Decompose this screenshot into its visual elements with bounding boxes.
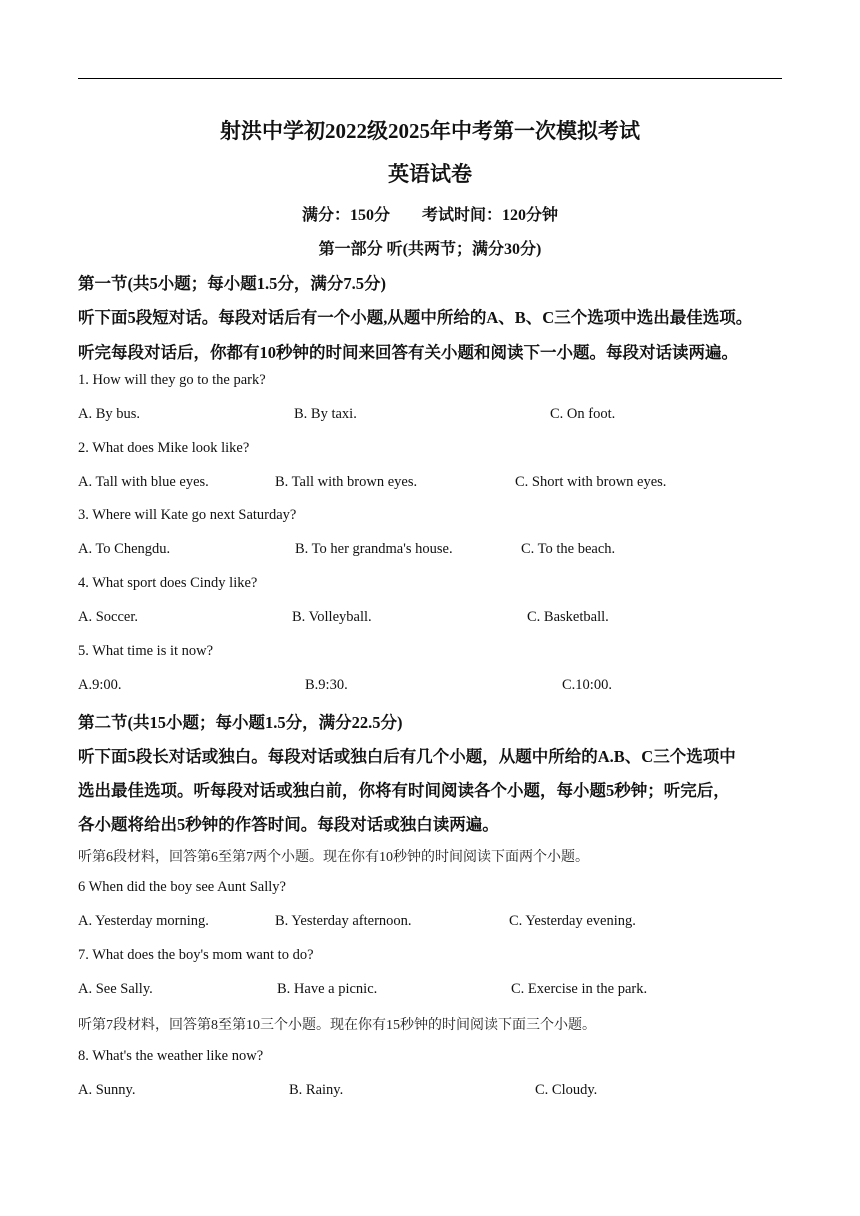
exam-title: 射洪中学初2022级2025年中考第一次模拟考试 — [220, 119, 640, 143]
question-text: 7. What does the boy's mom want to do? — [78, 947, 314, 963]
question-text: 2. What does Mike look like? — [78, 440, 250, 456]
option-b: B. Have a picnic. — [277, 981, 378, 997]
option-a: A. To Chengdu. — [78, 541, 171, 557]
option-a: A. Sunny. — [78, 1082, 136, 1098]
option-c: C. Basketball. — [527, 609, 609, 625]
question-text: 5. What time is it now? — [78, 643, 214, 659]
question-text: 1. How will they go to the park? — [78, 372, 266, 388]
option-c: C. Short with brown eyes. — [515, 474, 667, 490]
option-a: A. See Sally. — [78, 981, 153, 997]
option-b: B. Rainy. — [289, 1082, 344, 1098]
top-rule — [78, 78, 782, 79]
question-text: 3. Where will Kate go next Saturday? — [78, 507, 297, 523]
section-two-instructions: 选出最佳选项。听每段对话或独白前，你将有时间阅读各个小题，每小题5秒钟；听完后， — [78, 781, 730, 800]
option-c: C. Cloudy. — [535, 1082, 598, 1098]
option-a: A.9:00. — [78, 677, 122, 693]
option-c: C. Exercise in the park. — [511, 981, 648, 997]
option-b: B.9:30. — [305, 677, 348, 693]
score-time: 满分：150分 考试时间：120分钟 — [301, 207, 558, 224]
option-c: C. On foot. — [550, 406, 616, 422]
option-a: A. By bus. — [78, 406, 141, 422]
part-one-heading: 第一部分 听(共两节；满分30分) — [318, 241, 542, 258]
section-two-instructions: 各小题将给出5秒钟的作答时间。每段对话或独白读两遍。 — [78, 815, 499, 834]
material-note: 听第6段材料，回答第6至第7两个小题。现在你有10秒钟的时间阅读下面两个小题。 — [78, 850, 589, 865]
option-c: C.10:00. — [562, 677, 612, 693]
option-c: C. To the beach. — [521, 541, 616, 557]
section-one-instructions: 听完每段对话后，你都有10秒钟的时间来回答有关小题和阅读下一小题。每段对话读两遍。 — [78, 343, 738, 362]
section-one-instructions: 听下面5段短对话。每段对话后有一个小题,从题中所给的A、B、C三个选项中选出最佳选项。 — [78, 308, 753, 327]
option-b: B. Volleyball. — [292, 609, 372, 625]
option-b: B. Tall with brown eyes. — [275, 474, 418, 490]
section-two-heading: 第二节(共15小题；每小题1.5分，满分22.5分) — [78, 713, 403, 732]
question-text: 6 When did the boy see Aunt Sally? — [78, 879, 286, 895]
option-a: A. Soccer. — [78, 609, 138, 625]
option-a: A. Tall with blue eyes. — [78, 474, 209, 490]
option-b: B. To her grandma's house. — [295, 541, 453, 557]
question-text: 8. What's the weather like now? — [78, 1048, 264, 1064]
option-b: B. By taxi. — [294, 406, 357, 422]
option-b: B. Yesterday afternoon. — [275, 913, 412, 929]
option-c: C. Yesterday evening. — [509, 913, 636, 929]
option-a: A. Yesterday morning. — [78, 913, 209, 929]
exam-subtitle: 英语试卷 — [388, 162, 472, 186]
question-text: 4. What sport does Cindy like? — [78, 575, 258, 591]
material-note: 听第7段材料，回答第8至第10三个小题。现在你有15秒钟的时间阅读下面三个小题。 — [78, 1018, 596, 1033]
section-one-heading: 第一节(共5小题；每小题1.5分，满分7.5分) — [78, 274, 386, 293]
section-two-instructions: 听下面5段长对话或独白。每段对话或独白后有几个小题，从题中所给的A.B、C三个选项中 — [78, 747, 736, 766]
